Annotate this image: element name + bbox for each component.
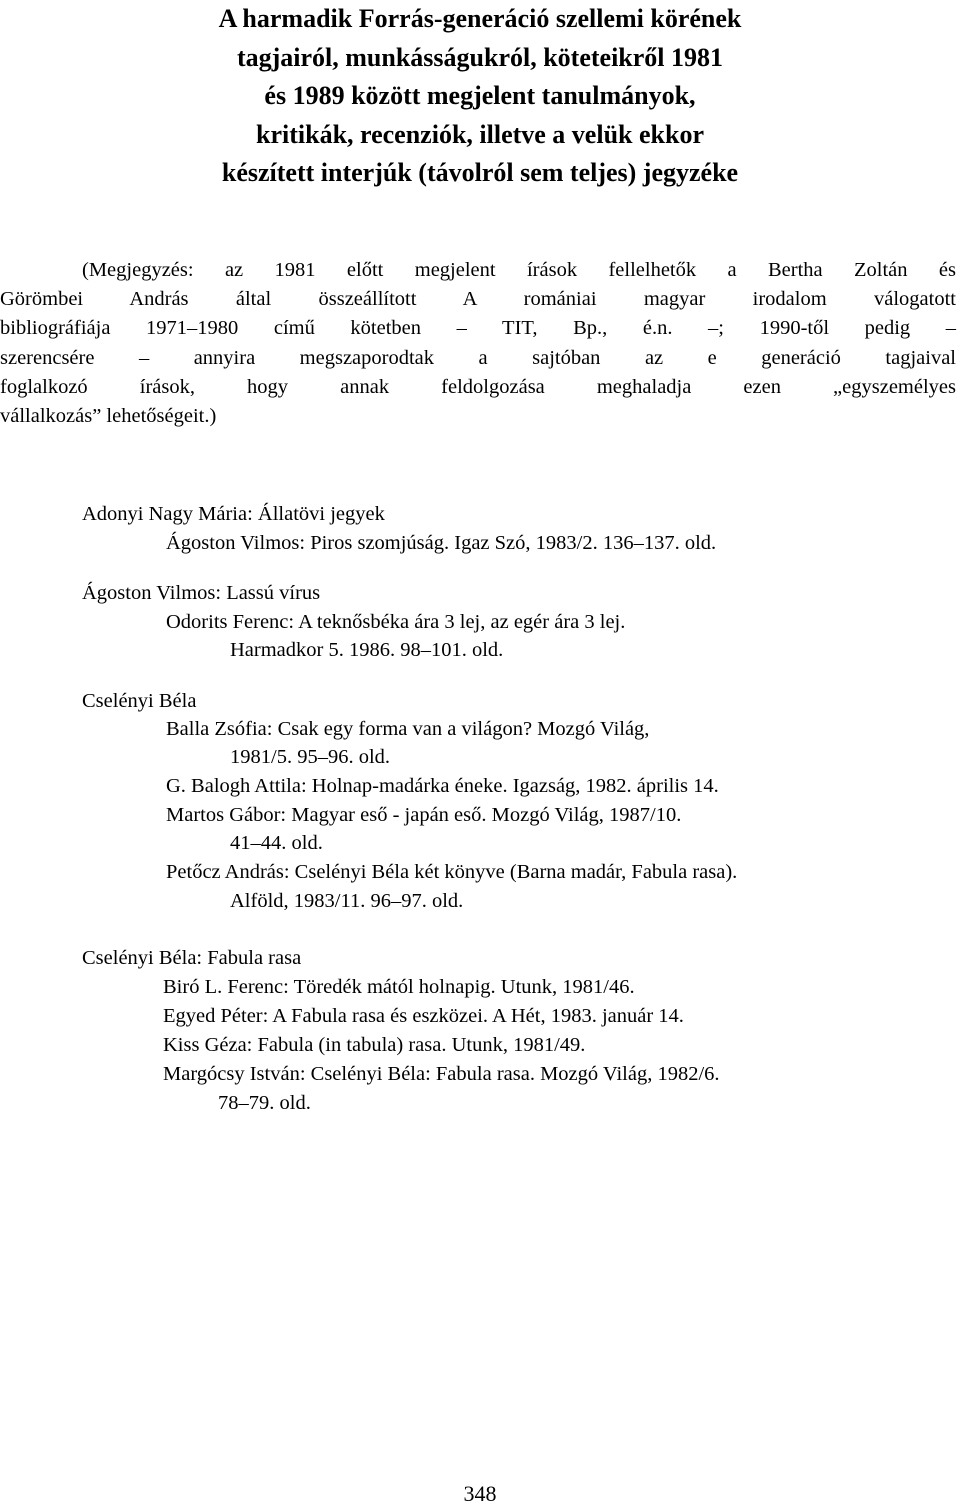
citation-continuation: Harmadkor 5. 1986. 98–101. old. (230, 639, 504, 661)
note-line: szerencsére – annyira megszaporodtak a sajtóban az e generáció tagjaival (0, 346, 956, 369)
note-line: (Megjegyzés: az 1981 előtt megjelent írások fellelhetők a Bertha Zoltán és (82, 259, 956, 281)
entry-heading: Adonyi Nagy Mária: Állatövi jegyek (82, 503, 385, 525)
citation-line: G. Balogh Attila: Holnap-madárka éneke. Igazság, 1982. április 14. (166, 775, 719, 797)
citation-continuation: 78–79. old. (218, 1092, 311, 1114)
page-number: 348 (463, 1481, 497, 1506)
entry-heading: Ágoston Vilmos: Lassú vírus (82, 582, 321, 604)
citation-line: Petőcz András: Cselényi Béla két könyve (Barna madár, Fabula rasa). (166, 861, 738, 883)
citation-line: Ágoston Vilmos: Piros szomjúság. Igaz Szó, 1983/2. 136–137. old. (166, 532, 717, 554)
citation-line: Balla Zsófia: Csak egy forma van a világon? Mozgó Világ, (166, 718, 650, 740)
title-line: tagjairól, munkásságukról, köteteikről 1981 (236, 42, 724, 72)
editorial-note (0, 256, 956, 431)
title-line: kritikák, recenziók, illetve a velük ekkor (256, 119, 704, 149)
title-line: készített interjúk (távolról sem teljes) jegyzéke (221, 158, 739, 187)
note-line: bibliográfiája 1971–1980 című kötetben – TIT, Bp., é.n. –; 1990-től pedig – (0, 317, 956, 340)
citation-line: Biró L. Ferenc: Töredék mától holnapig. Utunk, 1981/46. (163, 976, 635, 998)
entry-heading: Cselényi Béla (82, 690, 197, 712)
citation-line: Odorits Ferenc: A teknősbéka ára 3 lej, az egér ára 3 lej. (166, 611, 626, 633)
title-line: és 1989 között megjelent tanulmányok, (264, 81, 696, 110)
title-line: A harmadik Forrás-generáció szellemi körének (218, 4, 742, 33)
citation-line: Egyed Péter: A Fabula rasa és eszközei. A Hét, 1983. január 14. (163, 1005, 684, 1027)
citation-line: Margócsy István: Cselényi Béla: Fabula rasa. Mozgó Világ, 1982/6. (163, 1063, 720, 1085)
note-line: Görömbei András által összeállított A romániai magyar irodalom válogatott (0, 288, 956, 311)
note-line: foglalkozó írások, hogy annak feldolgozása meghaladja ezen „egyszemélyes (0, 375, 956, 398)
entry-heading: Cselényi Béla: Fabula rasa (82, 947, 302, 969)
citation-continuation: 41–44. old. (230, 832, 323, 854)
note-line: vállalkozás” lehetőségeit.) (0, 404, 217, 427)
citation-continuation: Alföld, 1983/11. 96–97. old. (230, 890, 464, 912)
citation-continuation: 1981/5. 95–96. old. (230, 746, 391, 768)
citation-line: Kiss Géza: Fabula (in tabula) rasa. Utunk, 1981/49. (163, 1034, 586, 1056)
citation-line: Martos Gábor: Magyar eső - japán eső. Mozgó Világ, 1987/10. (166, 804, 682, 826)
document-title (100, 0, 860, 193)
